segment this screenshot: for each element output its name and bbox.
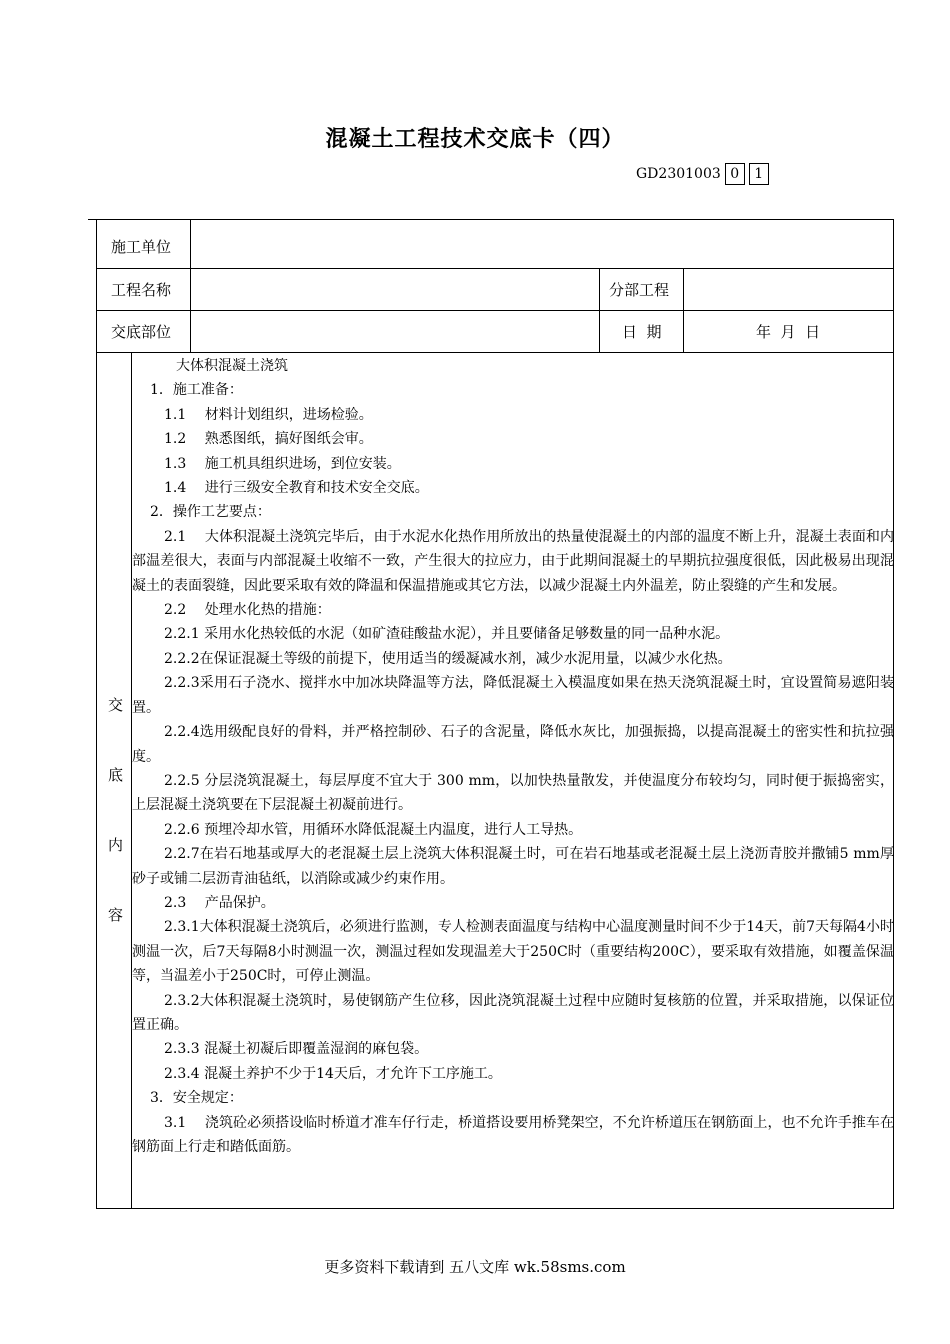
- content-paragraph: 2.2.3采用石子浇水、搅拌水中加冰块降温等方法，降低混凝土入模温度如果在热天浇筑混凝土时，宜设置简易遮阳装置。: [132, 675, 894, 716]
- content-paragraph: 2.2.2在保证混凝土等级的前提下，使用适当的缓凝减水剂，减少水泥用量，以减少水化热。: [164, 650, 732, 667]
- divider: [599, 268, 600, 352]
- divider: [96, 310, 894, 311]
- content-paragraph: 2.3.3 混凝土初凝后即覆盖湿润的麻包袋。: [164, 1041, 429, 1058]
- unit-label: 施工单位: [111, 238, 172, 256]
- divider: [88, 219, 96, 220]
- side-label-char: 内: [108, 836, 124, 854]
- page-title: 混凝土工程技术交底卡（四）: [325, 126, 625, 152]
- footer-text: 更多资料下载请到 五八文库 wk.58sms.com: [324, 1258, 626, 1276]
- side-label-char: 容: [108, 906, 124, 924]
- code-box-2: 1: [749, 163, 769, 185]
- content-item: 1.2 熟悉图纸，搞好图纸会审。: [164, 431, 373, 448]
- location-label: 交底部位: [111, 323, 172, 341]
- document-code: [636, 163, 769, 185]
- project-name-label: 工程名称: [111, 281, 172, 299]
- content-item: 1.1 材料计划组织，进场检验。: [164, 406, 373, 423]
- disclosure-content: [132, 354, 894, 1159]
- content-paragraph: 3.1 浇筑砼必须搭设临时桥道才准车仔行走，桥道搭设要用桥凳架空，不允许桥道压在钢筋面上，也不允许手推车在钢筋面上行走和踏低面筋。: [132, 1114, 894, 1155]
- content-item: 2.2 处理水化热的措施：: [164, 602, 331, 619]
- division-label: 分部工程: [609, 281, 670, 299]
- side-label-char: 交: [108, 696, 124, 714]
- date-label: 日 期: [622, 323, 662, 341]
- side-label-char: 底: [108, 766, 124, 784]
- content-paragraph: 2.1 大体积混凝土浇筑完毕后，由于水泥水化热作用所放出的热量使混凝土的内部的温度不断上升，混凝土表面和内部温差很大，表面与内部混凝土收缩不一致，产生很大的拉应力，由于此期间混凝土的早期抗拉强度很低，因此极易出现混凝土的表面裂缝，因此要采取有效的降温和保温措施或其它方法，以减少混凝土内外温差，防止裂缝的产生和发展。: [132, 528, 894, 594]
- divider: [96, 268, 894, 269]
- content-paragraph: 2.2.1 采用水化热较低的水泥（如矿渣硅酸盐水泥），并且要储备足够数量的同一品种水泥。: [164, 626, 730, 643]
- date-value: 年 月 日: [756, 323, 821, 341]
- content-item: 2.3 产品保护。: [164, 894, 275, 911]
- code-box-1: 0: [725, 163, 745, 185]
- content-section: 1．施工准备：: [150, 382, 243, 399]
- content-section: 3．安全规定：: [150, 1090, 243, 1107]
- divider: [96, 352, 894, 353]
- content-paragraph: 2.2.7在岩石地基或厚大的老混凝土层上浇筑大体积混凝土时，可在岩石地基或老混凝土层上浇沥青胶并撒铺5 mm厚砂子或铺二层沥青油毡纸，以消除或减少约束作用。: [132, 846, 894, 887]
- content-paragraph: 2.3.2大体积混凝土浇筑时，易使钢筋产生位移，因此浇筑混凝土过程中应随时复核筋的位置，并采取措施，以保证位置正确。: [132, 992, 894, 1033]
- content-item: 1.4 进行三级安全教育和技术安全交底。: [164, 480, 429, 497]
- content-paragraph: 2.2.4选用级配良好的骨料，并严格控制砂、石子的含泥量，降低水灰比，加强振捣，以提高混凝土的密实性和抗拉强度。: [132, 724, 894, 765]
- content-paragraph: 2.2.6 预埋冷却水管，用循环水降低混凝土内温度，进行人工导热。: [164, 821, 583, 838]
- content-section: 2．操作工艺要点：: [150, 504, 271, 521]
- content-heading: 大体积混凝土浇筑: [176, 358, 288, 374]
- code-prefix: GD2301003: [636, 166, 721, 182]
- divider: [190, 219, 191, 352]
- content-paragraph: 2.2.5 分层浇筑混凝土，每层厚度不宜大于 300 mm，以加快热量散发，并使温度分布较均匀，同时便于振捣密实，上层混凝土浇筑要在下层混凝土初凝前进行。: [132, 772, 894, 814]
- divider: [683, 268, 684, 352]
- content-paragraph: 2.3.1大体积混凝土浇筑后，必须进行监测，专人检测表面温度与结构中心温度测量时间不少于14天，前7天每隔4小时测温一次，后7天每隔8小时测温一次，测温过程如发现温差大于250C时（重要结构200C），要采取有效措施，如覆盖保温等，当温差小于250C时，可停止测温。: [132, 919, 894, 985]
- content-paragraph: 2.3.4 混凝土养护不少于14天后，才允许下工序施工。: [164, 1065, 502, 1082]
- content-item: 1.3 施工机具组织进场，到位安装。: [164, 455, 401, 472]
